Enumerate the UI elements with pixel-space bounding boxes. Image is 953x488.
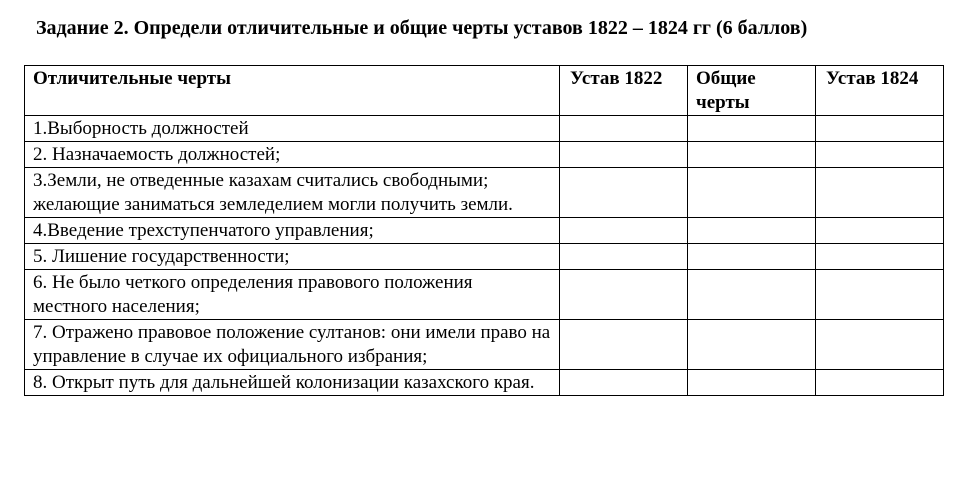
ustav-1824-cell [816,270,944,320]
table-row [25,370,944,396]
common-cell [688,116,816,142]
ustav-1822-cell [560,270,688,320]
table-row [25,168,944,218]
feature-cell: 2. Назначаемость должностей; [25,142,560,168]
ustav-1822-cell [560,320,688,370]
feature-cell: 3.Земли, не отведенные казахам считались свободными; желающие заниматься земледелием могли получить земли. [25,168,560,218]
feature-cell: 6. Не было четкого определения правового положения местного населения; [25,270,560,320]
feature-cell: 1.Выборность должностей [25,116,560,142]
feature-cell: 4.Введение трехступенчатого управления; [25,218,560,244]
header-features: Отличительные черты [25,66,560,116]
common-cell [688,218,816,244]
common-cell [688,142,816,168]
ustav-1824-cell [816,168,944,218]
table-row [25,116,944,142]
ustav-1824-cell [816,116,944,142]
ustav-1822-cell [560,142,688,168]
ustav-1824-cell [816,320,944,370]
common-cell [688,168,816,218]
comparison-table [24,65,944,396]
common-cell [688,320,816,370]
ustav-1824-cell [816,244,944,270]
table-row [25,270,944,320]
ustav-1822-cell [560,168,688,218]
ustav-1822-cell [560,370,688,396]
header-ustav-1824: Устав 1824 [816,66,944,116]
common-cell [688,370,816,396]
common-cell [688,244,816,270]
header-ustav-1822: Устав 1822 [560,66,688,116]
common-cell [688,270,816,320]
feature-cell: 7. Отражено правовое положение султанов: они имели право на управление в случае их официального избрания; [25,320,560,370]
ustav-1822-cell [560,244,688,270]
ustav-1824-cell [816,370,944,396]
ustav-1824-cell [816,142,944,168]
ustav-1822-cell [560,116,688,142]
table-row [25,218,944,244]
table-row [25,320,944,370]
task-title: Задание 2. Определи отличительные и общие черты уставов 1822 – 1824 гг (6 баллов) [36,17,808,39]
header-common: Общие черты [688,66,816,116]
table-row [25,244,944,270]
feature-cell: 8. Открыт путь для дальнейшей колонизации казахского края. [25,370,560,396]
table-row [25,142,944,168]
ustav-1824-cell [816,218,944,244]
ustav-1822-cell [560,218,688,244]
feature-cell: 5. Лишение государственности; [25,244,560,270]
table-header-row [25,66,944,116]
